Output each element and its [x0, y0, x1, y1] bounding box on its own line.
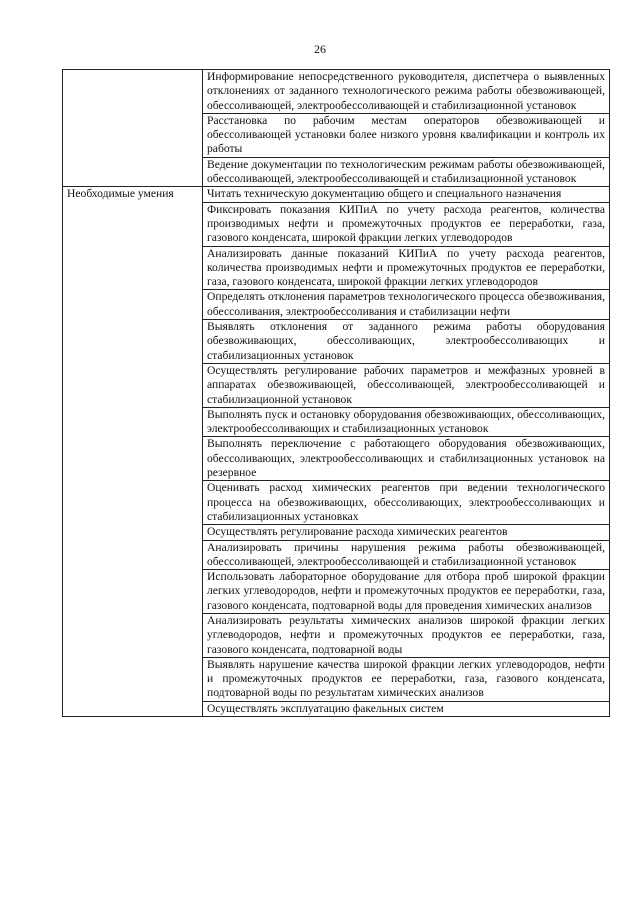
item-cell: Осуществлять регулирование расхода химических реагентов: [203, 525, 610, 540]
item-cell: Анализировать данные показаний КИПиА по учету расхода реагентов, количества производимых нефти и промежуточных продуктов ее переработки, газа, газового конденсата, широкой фракции легких углеводородов: [203, 246, 610, 290]
table-row: [63, 187, 610, 202]
item-cell: Расстановка по рабочим местам операторов обезвоживающей и обессоливающей установки более низкого уровня квалификации и контроль их работы: [203, 113, 610, 157]
item-cell: Информирование непосредственного руководителя, диспетчера о выявленных отклонениях от заданного технологического режима работы обезвоживающей, обессоливающей, электрообессоливающей и стабилизационной установок: [203, 70, 610, 114]
item-cell: Анализировать результаты химических анализов широкой фракции легких углеводородов, нефти и промежуточных продуктов ее переработки, газа, газового конденсата, подтоварной воды: [203, 613, 610, 657]
label-cell: [63, 187, 203, 717]
item-cell: Выявлять нарушение качества широкой фракции легких углеводородов, нефти и промежуточных продуктов ее переработки, газа, газового конденсата, подтоварной воды по результатам химических анализов: [203, 657, 610, 701]
requirements-table: [62, 69, 610, 717]
item-cell: Ведение документации по технологическим режимам работы обезвоживающей, обессоливающей, электрообессоливающей и стабилизационной установок: [203, 157, 610, 187]
item-cell: Осуществлять эксплуатацию факельных систем: [203, 701, 610, 716]
table-row: [63, 70, 610, 114]
item-cell: Выполнять переключение с работающего оборудования обезвоживающих, обессоливающих, электрообессоливающих и стабилизационных установок на резервное: [203, 437, 610, 481]
item-cell: Осуществлять регулирование рабочих параметров и межфазных уровней в аппаратах обезвоживающей, обессоливающей, электрообессоливающей и стабилизационной установок: [203, 363, 610, 407]
item-cell: Выполнять пуск и остановку оборудования обезвоживающих, обессоливающих, электрообессоливающих и стабилизационных установок: [203, 407, 610, 437]
item-cell: Анализировать причины нарушения режима работы обезвоживающей, обессоливающей, электрообессоливающей и стабилизационной установок: [203, 540, 610, 570]
page-number: 26: [314, 42, 326, 56]
item-cell: Фиксировать показания КИПиА по учету расхода реагентов, количества производимых нефти и промежуточных продуктов ее переработки, газа, газового конденсата, широкой фракции легких углеводородов: [203, 202, 610, 246]
section-label: Необходимые умения: [67, 187, 174, 201]
label-cell: [63, 70, 203, 187]
item-cell: Использовать лабораторное оборудование для отбора проб широкой фракции легких углеводородов, нефти и промежуточных продуктов ее переработки, газа, газового конденсата, подтоварной воды для проведения химических анализов: [203, 570, 610, 614]
item-cell: Выявлять отклонения от заданного режима работы оборудования обезвоживающих, обессоливающих, электрообессоливающих и стабилизационных установок: [203, 320, 610, 364]
item-cell: Определять отклонения параметров технологического процесса обезвоживания, обессоливания, электрообессоливания и стабилизации нефти: [203, 290, 610, 320]
item-cell: Оценивать расход химических реагентов при ведении технологического процесса на обезвоживающих, обессоливающих, электрообессоливающих и стабилизационных установках: [203, 481, 610, 525]
item-cell: Читать техническую документацию общего и специального назначения: [203, 187, 610, 202]
